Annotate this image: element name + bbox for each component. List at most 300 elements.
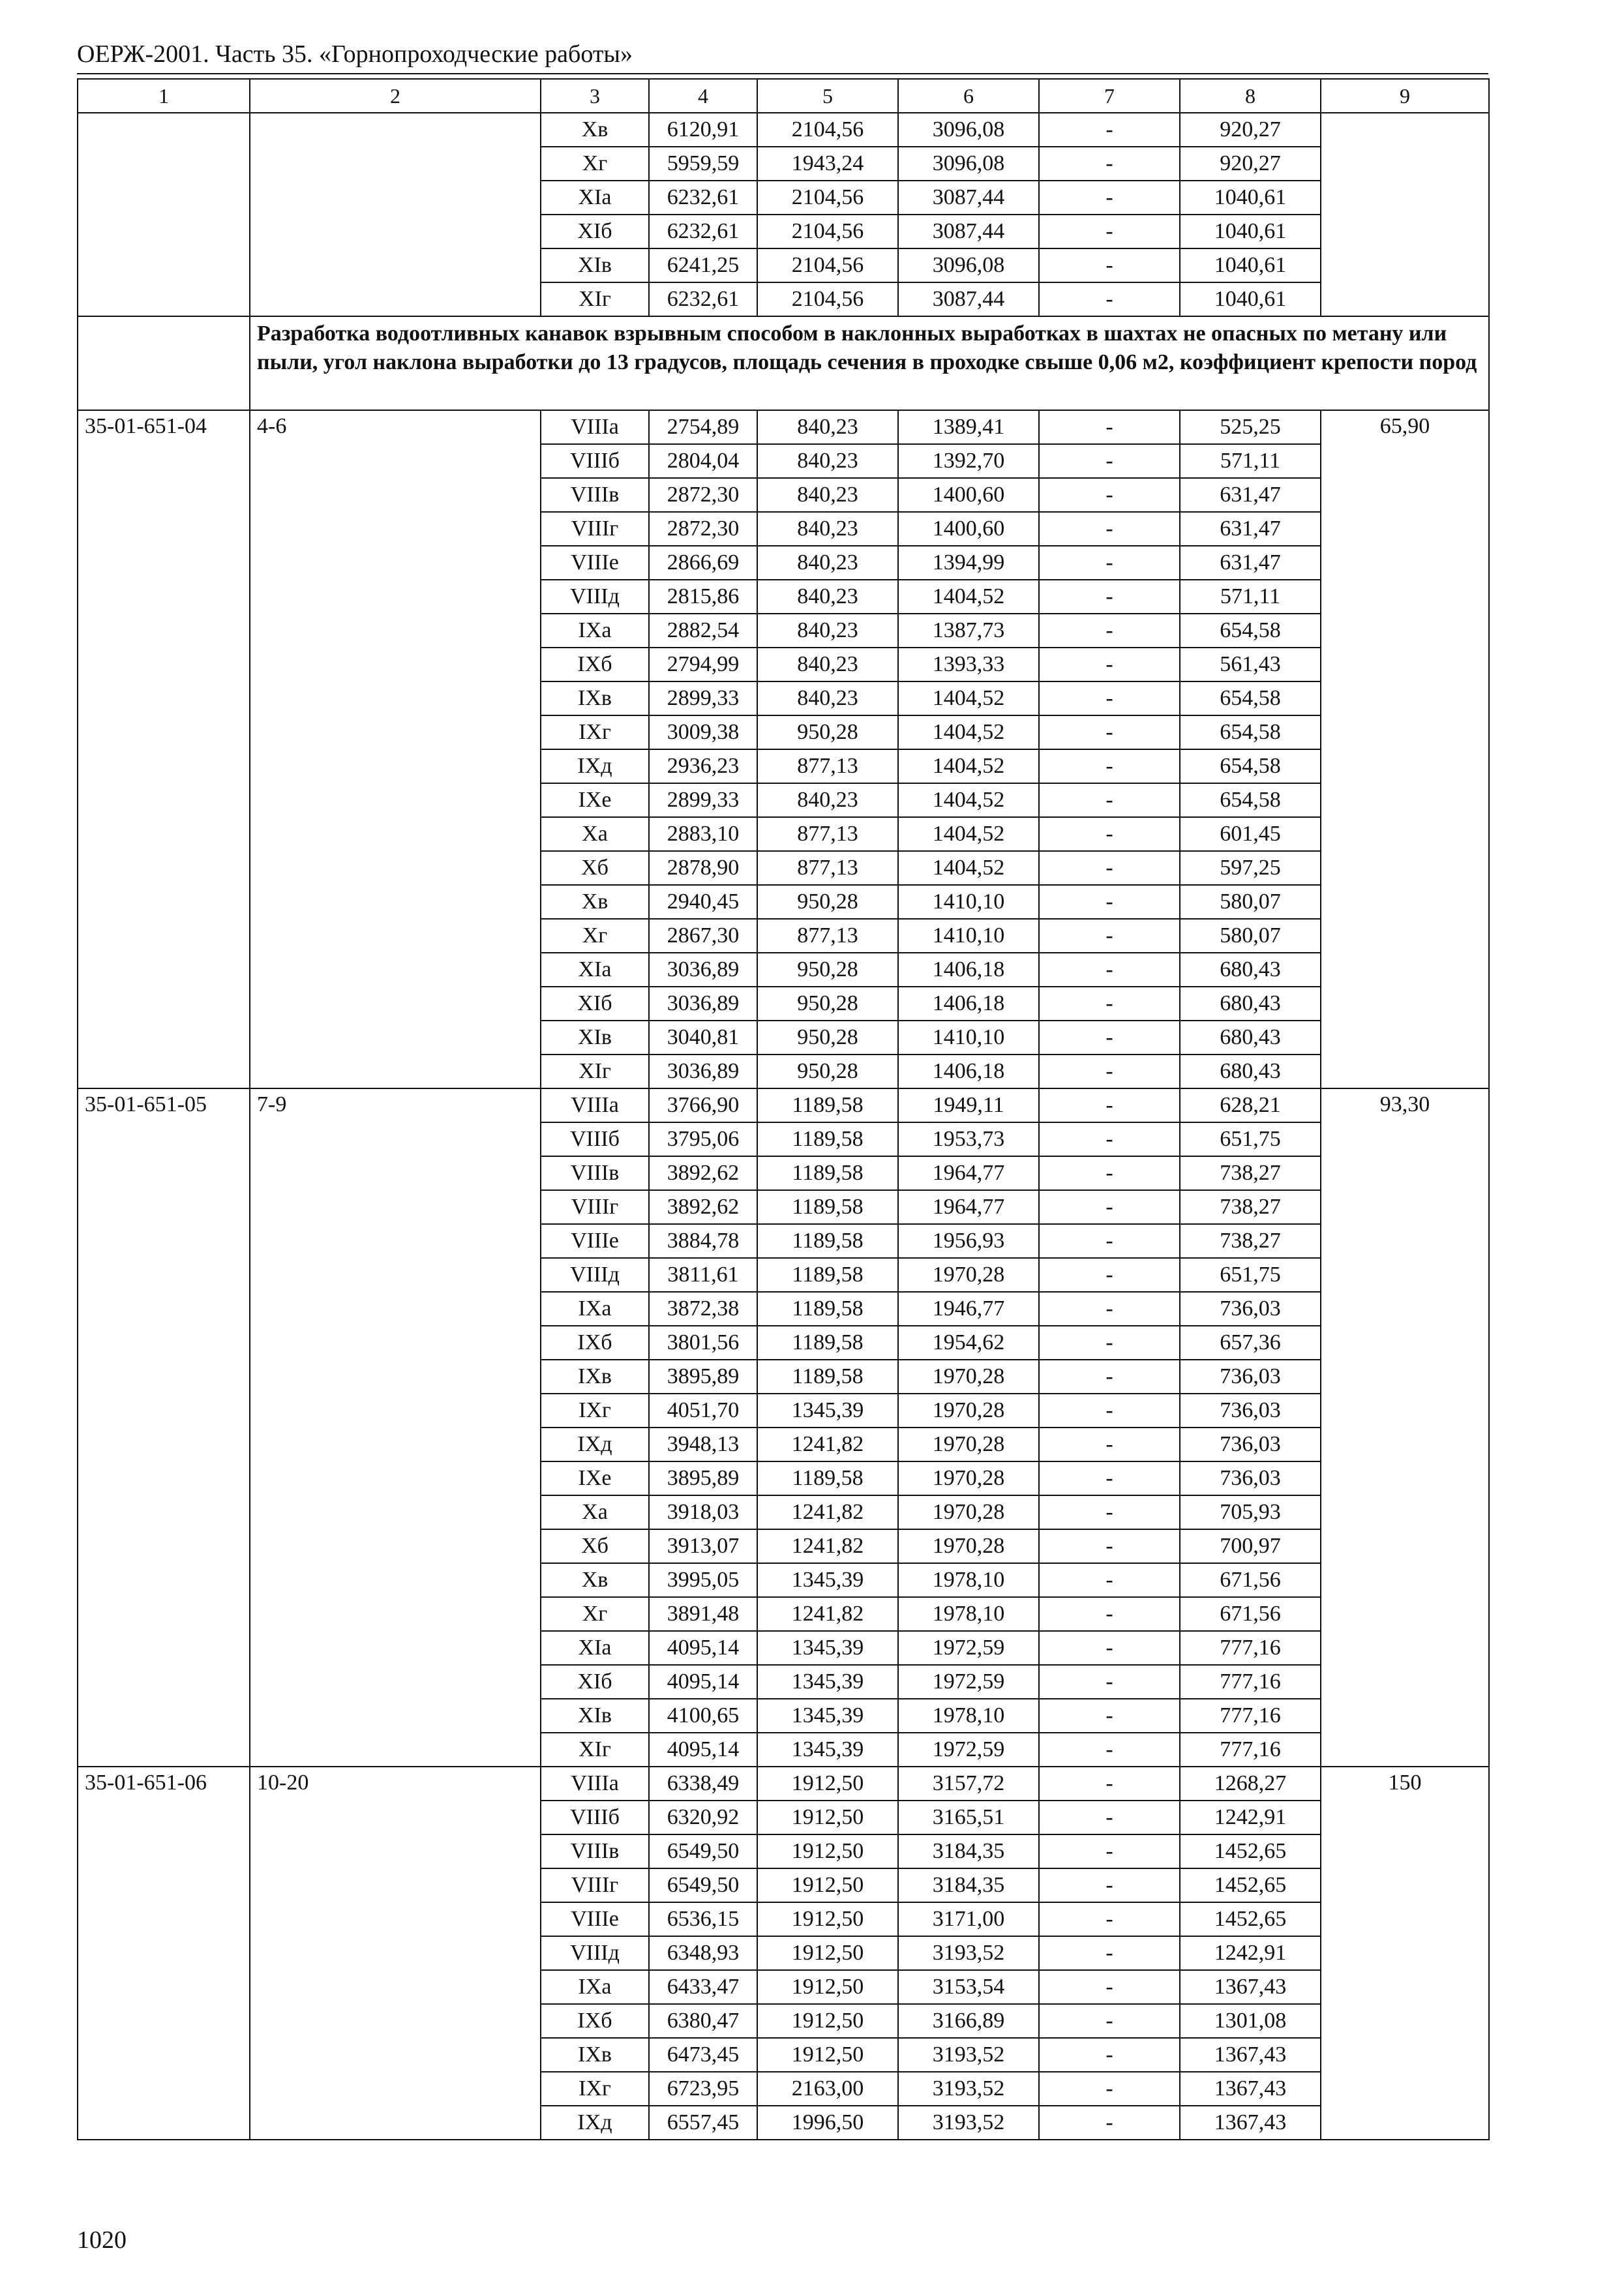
table-cell: 1912,50 (757, 1936, 898, 1970)
table-cell: - (1039, 885, 1180, 919)
rate-range: 7-9 (250, 1088, 541, 1767)
table-cell: 1189,58 (757, 1292, 898, 1326)
table-cell: 1400,60 (898, 478, 1039, 512)
table-cell: 840,23 (757, 648, 898, 681)
table-cell: 738,27 (1180, 1190, 1321, 1224)
table-cell: 1393,33 (898, 648, 1039, 681)
table-cell: - (1039, 580, 1180, 614)
table-cell: 6120,91 (649, 113, 757, 147)
table-cell: - (1039, 2072, 1180, 2106)
table-cell: 1972,59 (898, 1631, 1039, 1665)
table-cell: - (1039, 1767, 1180, 1801)
table-cell: 1241,82 (757, 1529, 898, 1563)
table-cell: 1978,10 (898, 1699, 1039, 1733)
table-cell: 3087,44 (898, 282, 1039, 316)
table-cell: VIIIб (541, 444, 649, 478)
table-cell: 3193,52 (898, 2106, 1039, 2140)
table-cell: 736,03 (1180, 1292, 1321, 1326)
table-cell: 2872,30 (649, 478, 757, 512)
table-cell: 2163,00 (757, 2072, 898, 2106)
table-cell: 3766,90 (649, 1088, 757, 1122)
rate-col9-value: 150 (1321, 1767, 1489, 2140)
table-cell: 1242,91 (1180, 1801, 1321, 1834)
table-cell: 631,47 (1180, 478, 1321, 512)
table-cell: 2104,56 (757, 248, 898, 282)
table-cell: - (1039, 1495, 1180, 1529)
table-cell: 1946,77 (898, 1292, 1039, 1326)
table-cell: ХIв (541, 1021, 649, 1055)
table-cell: 4095,14 (649, 1733, 757, 1767)
table-cell: - (1039, 410, 1180, 444)
table-cell: - (1039, 1292, 1180, 1326)
rate-col9-value: 65,90 (1321, 410, 1489, 1088)
table-cell: VIIIе (541, 1224, 649, 1258)
table-cell: 3193,52 (898, 2072, 1039, 2106)
table-cell: VIIIд (541, 1936, 649, 1970)
table-cell: 654,58 (1180, 715, 1321, 749)
table-cell: 651,75 (1180, 1258, 1321, 1292)
table-cell: 705,93 (1180, 1495, 1321, 1529)
table-cell: 3193,52 (898, 2038, 1039, 2072)
table-cell: 777,16 (1180, 1665, 1321, 1699)
table-cell: 3895,89 (649, 1461, 757, 1495)
table-cell: 1970,28 (898, 1394, 1039, 1428)
table-cell: 6232,61 (649, 282, 757, 316)
table-cell: - (1039, 1326, 1180, 1360)
table-cell: - (1039, 2004, 1180, 2038)
table-cell: 2794,99 (649, 648, 757, 681)
table-cell: - (1039, 1224, 1180, 1258)
section-title-blank-cell (78, 316, 250, 410)
table-cell: VIIIв (541, 1834, 649, 1868)
table-cell: 597,25 (1180, 851, 1321, 885)
table-cell: VIIIа (541, 410, 649, 444)
table-cell: 1189,58 (757, 1190, 898, 1224)
table-cell: 4100,65 (649, 1699, 757, 1733)
header-rule (77, 73, 1488, 74)
table-cell: ХIб (541, 215, 649, 248)
column-number-cell: 5 (757, 79, 898, 113)
table-cell: 6232,61 (649, 215, 757, 248)
table-cell: 1912,50 (757, 2004, 898, 2038)
table-cell: 2104,56 (757, 113, 898, 147)
page-header: ОЕРЖ-2001. Часть 35. «Горнопроходческие работы» (77, 40, 633, 68)
table-cell: 2899,33 (649, 681, 757, 715)
table-cell: 1404,52 (898, 817, 1039, 851)
table-cell: IХд (541, 2106, 649, 2140)
table-cell: 628,21 (1180, 1088, 1321, 1122)
table-cell: VIIIа (541, 1767, 649, 1801)
table-cell: Хб (541, 851, 649, 885)
table-cell: 3036,89 (649, 1055, 757, 1088)
table-cell: 840,23 (757, 580, 898, 614)
table-cell: 777,16 (1180, 1631, 1321, 1665)
table-cell: - (1039, 681, 1180, 715)
table-cell: 3892,62 (649, 1156, 757, 1190)
table-cell: 877,13 (757, 919, 898, 953)
table-cell: 3157,72 (898, 1767, 1039, 1801)
table-cell: 1189,58 (757, 1156, 898, 1190)
rate-range: 4-6 (250, 410, 541, 1088)
table-cell: - (1039, 1834, 1180, 1868)
table-cell: 1189,58 (757, 1360, 898, 1394)
table-cell: 631,47 (1180, 546, 1321, 580)
table-cell: VIIIб (541, 1801, 649, 1834)
table-cell: 6232,61 (649, 181, 757, 215)
table-cell: Хв (541, 1563, 649, 1597)
table-cell: 654,58 (1180, 783, 1321, 817)
table-cell: IХг (541, 2072, 649, 2106)
table-cell: 1345,39 (757, 1563, 898, 1597)
column-number-cell: 2 (250, 79, 541, 113)
table-cell: - (1039, 181, 1180, 215)
table-cell: 2754,89 (649, 410, 757, 444)
blank-range-cell (250, 113, 541, 316)
table-cell: 5959,59 (649, 147, 757, 181)
table-cell: 2882,54 (649, 614, 757, 648)
table-cell: 1345,39 (757, 1733, 898, 1767)
table-cell: - (1039, 1733, 1180, 1767)
table-cell: 1241,82 (757, 1428, 898, 1461)
table-cell: - (1039, 1665, 1180, 1699)
table-cell: - (1039, 113, 1180, 147)
table-cell: 2872,30 (649, 512, 757, 546)
table-cell: VIIIе (541, 1902, 649, 1936)
table-cell: 1241,82 (757, 1495, 898, 1529)
table-cell: 950,28 (757, 1055, 898, 1088)
table-cell: 920,27 (1180, 147, 1321, 181)
table-cell: 3087,44 (898, 215, 1039, 248)
table-cell: - (1039, 1088, 1180, 1122)
table-cell: 1970,28 (898, 1360, 1039, 1394)
column-number-cell: 9 (1321, 79, 1489, 113)
table-cell: IХа (541, 1970, 649, 2004)
table-cell: 1970,28 (898, 1461, 1039, 1495)
table-cell: 840,23 (757, 614, 898, 648)
table-cell: 1404,52 (898, 783, 1039, 817)
table-cell: - (1039, 1563, 1180, 1597)
table-cell: 736,03 (1180, 1461, 1321, 1495)
table-cell: ХIв (541, 1699, 649, 1733)
table-cell: 1406,18 (898, 1055, 1039, 1088)
column-number-cell: 6 (898, 79, 1039, 113)
table-cell: 1970,28 (898, 1258, 1039, 1292)
table-cell: - (1039, 953, 1180, 987)
table-cell: IХв (541, 2038, 649, 2072)
table-cell: ХIа (541, 1631, 649, 1665)
table-cell: - (1039, 512, 1180, 546)
table-cell: 1345,39 (757, 1699, 898, 1733)
table-cell: 2883,10 (649, 817, 757, 851)
table-cell: 571,11 (1180, 580, 1321, 614)
table-cell: 950,28 (757, 885, 898, 919)
table-cell: 580,07 (1180, 885, 1321, 919)
table-cell: 6320,92 (649, 1801, 757, 1834)
table-cell: - (1039, 478, 1180, 512)
table-cell: - (1039, 1970, 1180, 2004)
table-cell: 950,28 (757, 1021, 898, 1055)
table-cell: 680,43 (1180, 953, 1321, 987)
table-cell: 2104,56 (757, 282, 898, 316)
column-number-cell: 3 (541, 79, 649, 113)
table-cell: 1410,10 (898, 1021, 1039, 1055)
table-cell: 525,25 (1180, 410, 1321, 444)
table-cell: 2940,45 (649, 885, 757, 919)
table-cell: VIIIе (541, 546, 649, 580)
table-cell: 571,11 (1180, 444, 1321, 478)
table-cell: Хг (541, 147, 649, 181)
table-cell: 1452,65 (1180, 1834, 1321, 1868)
table-cell: 2936,23 (649, 749, 757, 783)
table-row (78, 410, 1489, 444)
table-cell: 1452,65 (1180, 1868, 1321, 1902)
table-row (78, 1767, 1489, 1801)
column-number-cell: 7 (1039, 79, 1180, 113)
table-cell: 654,58 (1180, 681, 1321, 715)
table-cell: 736,03 (1180, 1360, 1321, 1394)
table-cell: 1410,10 (898, 919, 1039, 953)
table-cell: 1367,43 (1180, 2072, 1321, 2106)
table-cell: - (1039, 1597, 1180, 1631)
table-cell: 6348,93 (649, 1936, 757, 1970)
table-cell: 1912,50 (757, 1902, 898, 1936)
table-cell: 3872,38 (649, 1292, 757, 1326)
table-cell: Хб (541, 1529, 649, 1563)
table-cell: 3891,48 (649, 1597, 757, 1631)
table-cell: - (1039, 444, 1180, 478)
table-cell: 1345,39 (757, 1665, 898, 1699)
table-cell: 2866,69 (649, 546, 757, 580)
table-cell: 1345,39 (757, 1394, 898, 1428)
table-cell: 777,16 (1180, 1699, 1321, 1733)
table-cell: 1404,52 (898, 681, 1039, 715)
table-cell: 1970,28 (898, 1529, 1039, 1563)
table-cell: 1912,50 (757, 1767, 898, 1801)
table-cell: - (1039, 2038, 1180, 2072)
table-cell: ХIг (541, 1055, 649, 1088)
table-cell: - (1039, 1394, 1180, 1428)
table-cell: 4095,14 (649, 1631, 757, 1665)
table-cell: 6557,45 (649, 2106, 757, 2140)
table-cell: 657,36 (1180, 1326, 1321, 1360)
table-cell: 736,03 (1180, 1428, 1321, 1461)
table-cell: 6380,47 (649, 2004, 757, 2038)
table-cell: 700,97 (1180, 1529, 1321, 1563)
table-cell: 3184,35 (898, 1834, 1039, 1868)
table-cell: VIIIа (541, 1088, 649, 1122)
table-cell: - (1039, 2106, 1180, 2140)
rate-code: 35-01-651-04 (78, 410, 250, 1088)
table-cell: 3153,54 (898, 1970, 1039, 2004)
table-cell: VIIIг (541, 512, 649, 546)
table-cell: 738,27 (1180, 1224, 1321, 1258)
table-cell: 3009,38 (649, 715, 757, 749)
table-cell: IХе (541, 1461, 649, 1495)
table-cell: - (1039, 1428, 1180, 1461)
table-cell: 6549,50 (649, 1868, 757, 1902)
table-cell: 1972,59 (898, 1665, 1039, 1699)
table-cell: VIIIб (541, 1122, 649, 1156)
table-cell: 3096,08 (898, 147, 1039, 181)
table-cell: 1954,62 (898, 1326, 1039, 1360)
table-cell: 3193,52 (898, 1936, 1039, 1970)
rate-code: 35-01-651-05 (78, 1088, 250, 1767)
table-cell: 1943,24 (757, 147, 898, 181)
table-cell: 3184,35 (898, 1868, 1039, 1902)
table-cell: 3040,81 (649, 1021, 757, 1055)
table-cell: ХIг (541, 1733, 649, 1767)
table-cell: 1367,43 (1180, 2038, 1321, 2072)
table-cell: - (1039, 1529, 1180, 1563)
table-row (78, 1088, 1489, 1122)
table-cell: 840,23 (757, 783, 898, 817)
table-cell: Ха (541, 817, 649, 851)
column-number-cell: 8 (1180, 79, 1321, 113)
table-cell: 1404,52 (898, 851, 1039, 885)
table-cell: 1953,73 (898, 1122, 1039, 1156)
table-cell: 1978,10 (898, 1597, 1039, 1631)
table-cell: 1367,43 (1180, 2106, 1321, 2140)
table-cell: 1189,58 (757, 1258, 898, 1292)
table-cell: 1241,82 (757, 1597, 898, 1631)
table-cell: IХд (541, 1428, 649, 1461)
table-cell: Хг (541, 919, 649, 953)
table-cell: Хг (541, 1597, 649, 1631)
table-cell: 6723,95 (649, 2072, 757, 2106)
table-cell: 840,23 (757, 410, 898, 444)
blank-code-cell (78, 113, 250, 316)
table-cell: 3096,08 (898, 248, 1039, 282)
table-cell: 1367,43 (1180, 1970, 1321, 2004)
table-cell: 3165,51 (898, 1801, 1039, 1834)
table-cell: 3096,08 (898, 113, 1039, 147)
table-cell: VIIIв (541, 1156, 649, 1190)
table-cell: - (1039, 1360, 1180, 1394)
table-cell: 4051,70 (649, 1394, 757, 1428)
table-cell: 1189,58 (757, 1461, 898, 1495)
table-cell: - (1039, 749, 1180, 783)
table-cell: 777,16 (1180, 1733, 1321, 1767)
table-cell: 2899,33 (649, 783, 757, 817)
table-cell: 1400,60 (898, 512, 1039, 546)
table-cell: Ха (541, 1495, 649, 1529)
table-cell: 601,45 (1180, 817, 1321, 851)
table-cell: 1301,08 (1180, 2004, 1321, 2038)
table-cell: VIIIг (541, 1190, 649, 1224)
table-cell: 1949,11 (898, 1088, 1039, 1122)
table-cell: 877,13 (757, 817, 898, 851)
table-cell: - (1039, 1868, 1180, 1902)
table-cell: 671,56 (1180, 1563, 1321, 1597)
table-cell: - (1039, 546, 1180, 580)
table-cell: 561,43 (1180, 648, 1321, 681)
table-cell: 1972,59 (898, 1733, 1039, 1767)
table-cell: 580,07 (1180, 919, 1321, 953)
table-cell: IХв (541, 1360, 649, 1394)
table-cell: ХIв (541, 248, 649, 282)
table-cell: 1404,52 (898, 749, 1039, 783)
table-cell: 1345,39 (757, 1631, 898, 1665)
table-cell: 1912,50 (757, 2038, 898, 2072)
table-cell: 654,58 (1180, 614, 1321, 648)
table-cell: 3036,89 (649, 987, 757, 1021)
table-cell: 1912,50 (757, 1801, 898, 1834)
table-cell: 1387,73 (898, 614, 1039, 648)
table-cell: 1912,50 (757, 1970, 898, 2004)
table-cell: 3895,89 (649, 1360, 757, 1394)
table-cell: 2804,04 (649, 444, 757, 478)
table-cell: 1912,50 (757, 1868, 898, 1902)
table-cell: 1956,93 (898, 1224, 1039, 1258)
table-cell: 651,75 (1180, 1122, 1321, 1156)
table-cell: 1040,61 (1180, 282, 1321, 316)
table-cell: 1978,10 (898, 1563, 1039, 1597)
table-cell: - (1039, 648, 1180, 681)
table-cell: 3036,89 (649, 953, 757, 987)
table-cell: - (1039, 783, 1180, 817)
table-cell: 840,23 (757, 478, 898, 512)
table-cell: 1189,58 (757, 1122, 898, 1156)
table-cell: ХIб (541, 987, 649, 1021)
table-cell: - (1039, 147, 1180, 181)
table-cell: 2104,56 (757, 215, 898, 248)
table-cell: 738,27 (1180, 1156, 1321, 1190)
table-cell: 6433,47 (649, 1970, 757, 2004)
table-cell: 1040,61 (1180, 181, 1321, 215)
table-cell: 1189,58 (757, 1326, 898, 1360)
table-cell: - (1039, 1936, 1180, 1970)
table-cell: ХIа (541, 181, 649, 215)
table-cell: 1406,18 (898, 987, 1039, 1021)
table-cell: 1040,61 (1180, 248, 1321, 282)
rate-col9-value: 93,30 (1321, 1088, 1489, 1767)
table-cell: IХд (541, 749, 649, 783)
table-cell: 3913,07 (649, 1529, 757, 1563)
table-cell: - (1039, 1156, 1180, 1190)
table-cell: 3811,61 (649, 1258, 757, 1292)
table-cell: IХб (541, 2004, 649, 2038)
table-cell: ХIа (541, 953, 649, 987)
table-cell: - (1039, 1055, 1180, 1088)
rates-table (77, 78, 1490, 2140)
table-cell: IХб (541, 1326, 649, 1360)
table-cell: 840,23 (757, 681, 898, 715)
table-cell: 877,13 (757, 749, 898, 783)
table-cell: 3918,03 (649, 1495, 757, 1529)
table-cell: ХIг (541, 282, 649, 316)
table-cell: 1912,50 (757, 1834, 898, 1868)
table-cell: VIIIд (541, 580, 649, 614)
page-number: 1020 (77, 2226, 127, 2254)
table-cell: 1404,52 (898, 715, 1039, 749)
table-cell: 2867,30 (649, 919, 757, 953)
table-cell: 840,23 (757, 546, 898, 580)
table-cell: 1970,28 (898, 1495, 1039, 1529)
table-cell: IХв (541, 681, 649, 715)
table-cell: 1406,18 (898, 953, 1039, 987)
table-cell: 736,03 (1180, 1394, 1321, 1428)
table-cell: 840,23 (757, 444, 898, 478)
table-cell: 1389,41 (898, 410, 1039, 444)
table-cell: - (1039, 1461, 1180, 1495)
table-cell: 3801,56 (649, 1326, 757, 1360)
table-cell: 3995,05 (649, 1563, 757, 1597)
table-cell: 1970,28 (898, 1428, 1039, 1461)
table-cell: - (1039, 1122, 1180, 1156)
table-cell: - (1039, 987, 1180, 1021)
table-cell: 1394,99 (898, 546, 1039, 580)
table-cell: - (1039, 1801, 1180, 1834)
